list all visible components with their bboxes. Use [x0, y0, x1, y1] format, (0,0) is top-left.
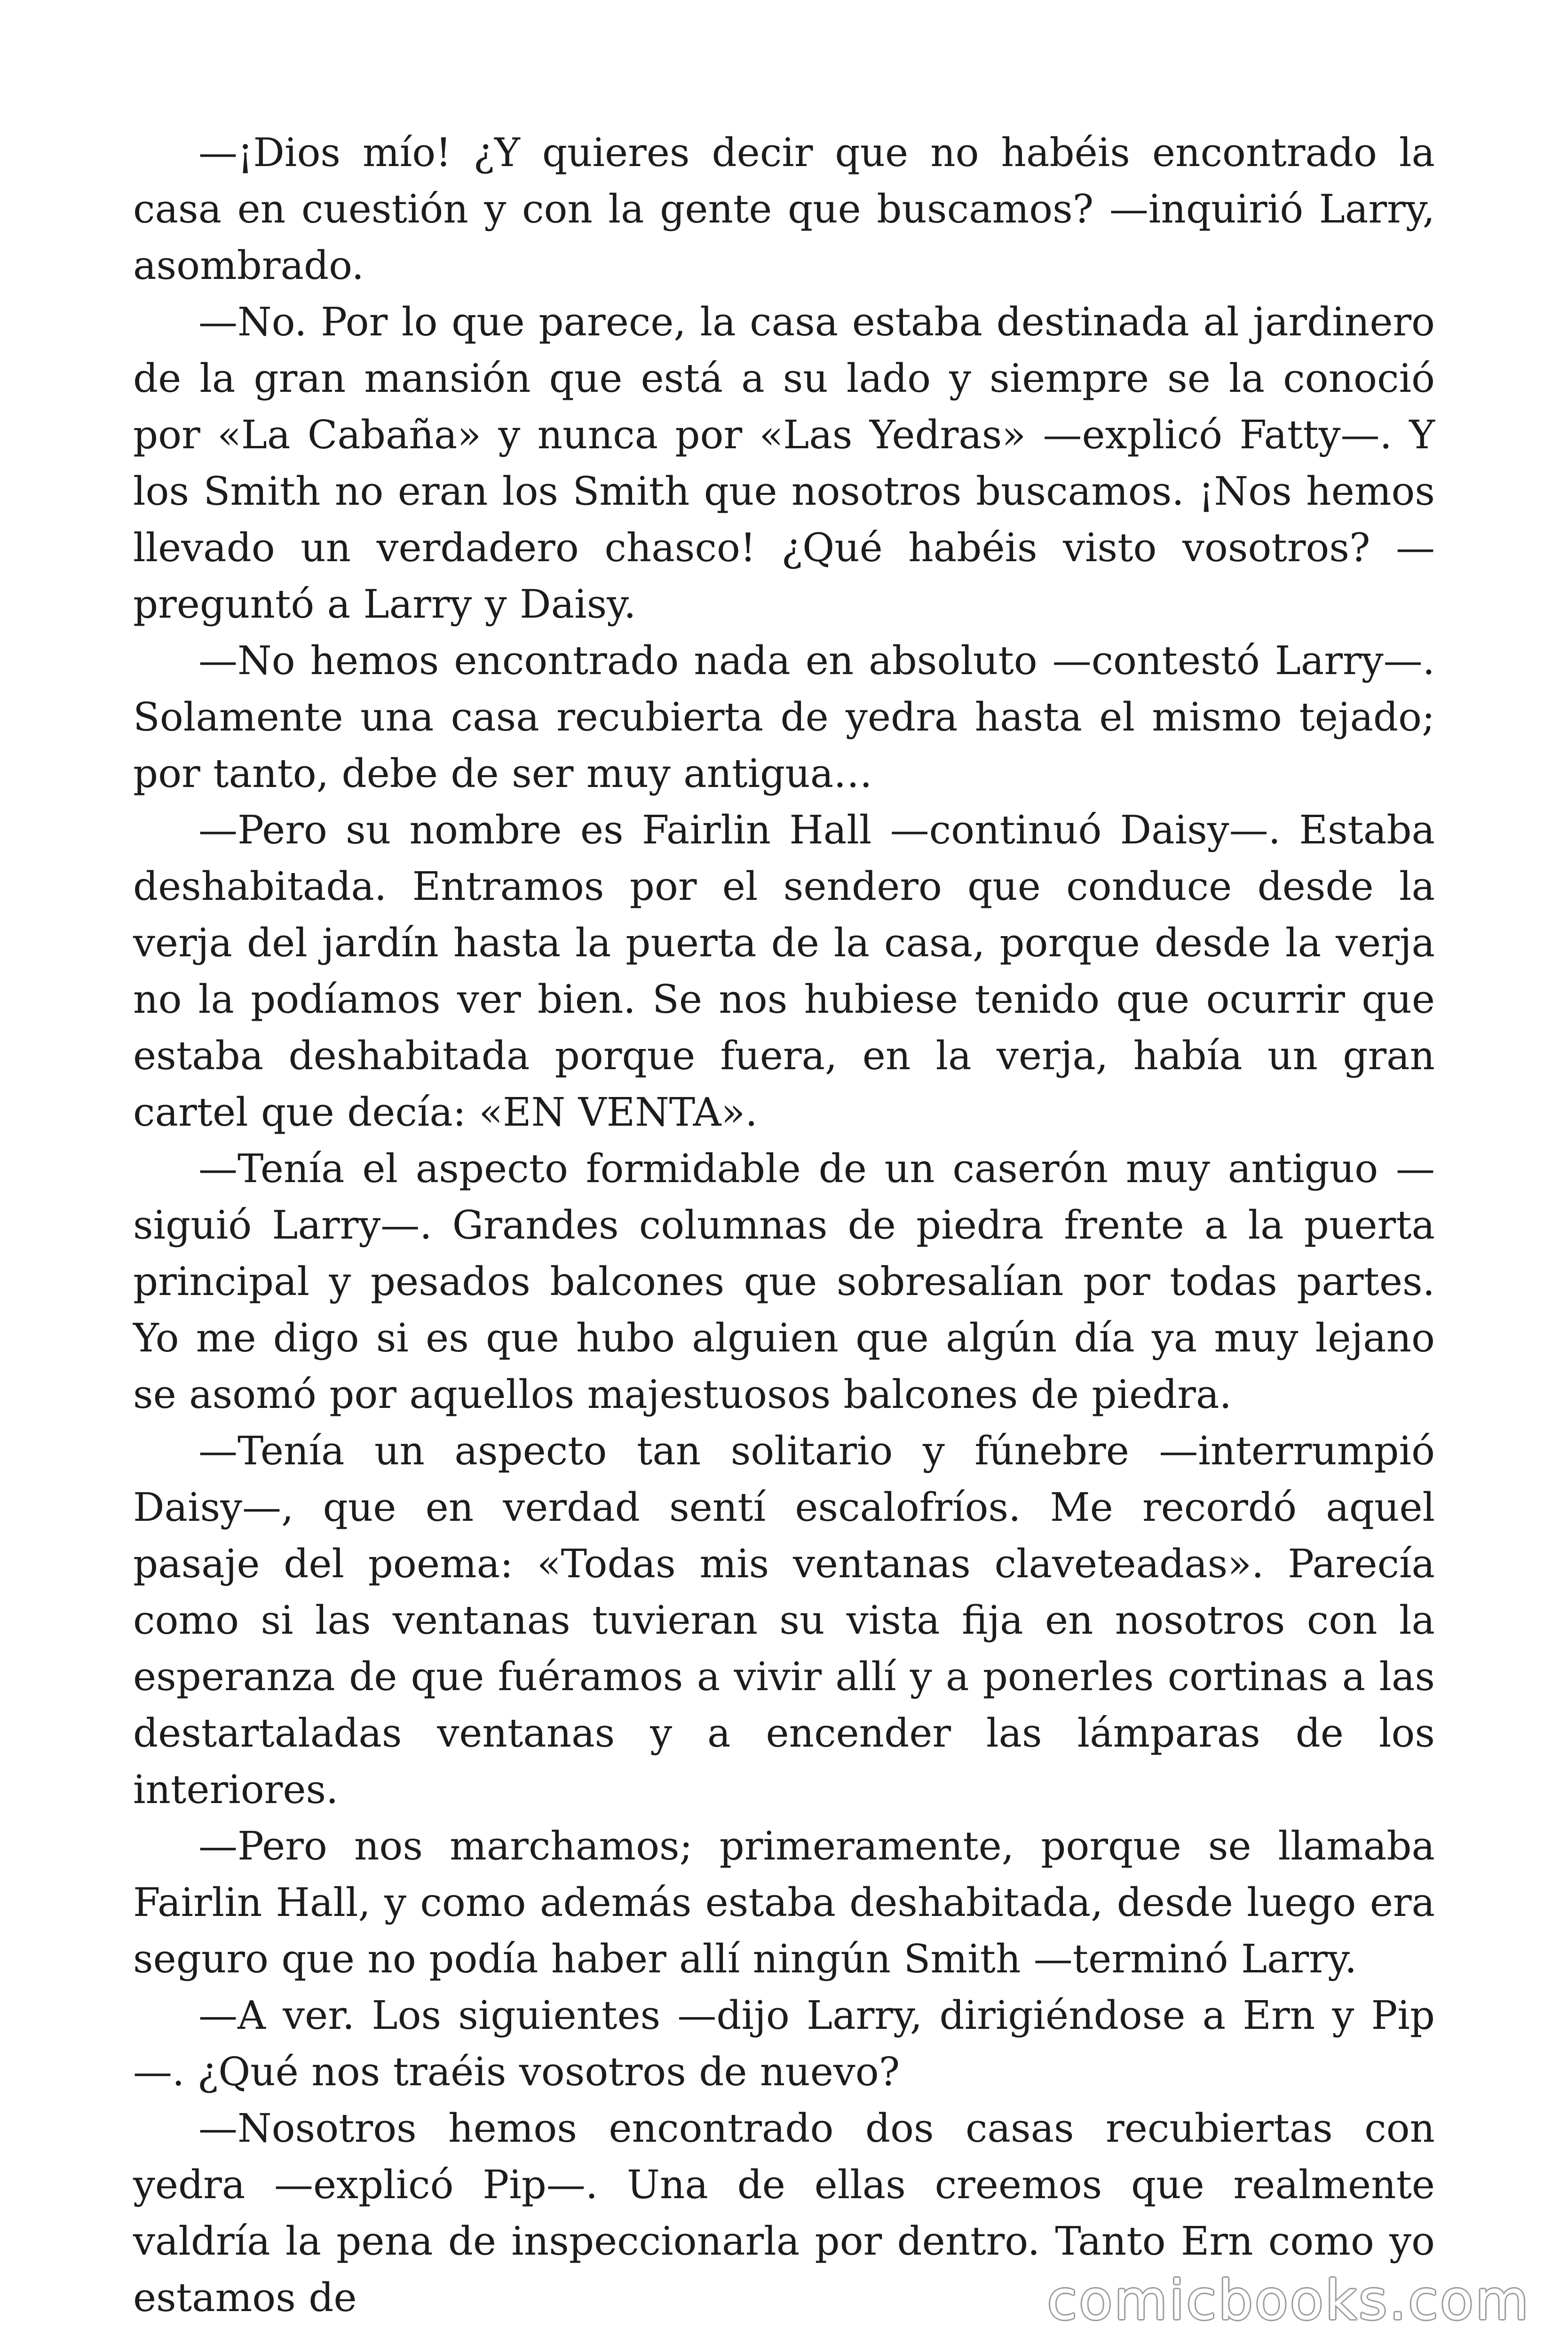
- paragraph-3: —No hemos encontrado nada en absoluto —contestó Larry—. Solamente una casa recubierta de yedra hasta el mismo tejado; por tanto, debe de ser muy antigua…: [133, 638, 1435, 796]
- paragraph-1: —¡Dios mío! ¿Y quieres decir que no habéis encontrado la casa en cuestión y con la gente que buscamos? —inquirió Larry, asombrado.: [133, 130, 1435, 288]
- watermark: comicbooks.com: [1047, 2269, 1530, 2332]
- paragraph-9: —Nosotros hemos encontrado dos casas recubiertas con yedra —explicó Pip—. Una de ellas creemos que realmente valdría la pena de inspeccionarla por dentro. Tanto Ern como yo estamos de: [133, 2106, 1435, 2320]
- page-body: [133, 125, 1435, 2326]
- paragraph-7: —Pero nos marchamos; primeramente, porque se llamaba Fairlin Hall, y como además estaba deshabitada, desde luego era seguro que no podía haber allí ningún Smith —terminó Larry.: [133, 1823, 1435, 1982]
- paragraph-8: —A ver. Los siguientes —dijo Larry, dirigiéndose a Ern y Pip—. ¿Qué nos traéis vosotros de nuevo?: [133, 1993, 1435, 2095]
- paragraph-5: —Tenía el aspecto formidable de un caserón muy antiguo —siguió Larry—. Grandes columnas de piedra frente a la puerta principal y pesados balcones que sobresalían por todas partes. Yo me digo si es que hubo alguien que algún día ya muy lejano se asomó por aquellos majestuosos balcones de piedra.: [133, 1146, 1435, 1417]
- paragraph-4: —Pero su nombre es Fairlin Hall —continuó Daisy—. Estaba deshabitada. Entramos por el sendero que conduce desde la verja del jardín hasta la puerta de la casa, porque desde la verja no la podíamos ver bien. Se nos hubiese tenido que ocurrir que estaba deshabitada porque fuera, en la verja, había un gran cartel que decía: «EN VENTA».: [133, 807, 1435, 1135]
- paragraph-2: —No. Por lo que parece, la casa estaba destinada al jardinero de la gran mansión que está a su lado y siempre se la conoció por «La Cabaña» y nunca por «Las Yedras» —explicó Fatty—. Y los Smith no eran los Smith que nosotros buscamos. ¡Nos hemos llevado un verdadero chasco! ¿Qué habéis visto vosotros? —preguntó a Larry y Daisy.: [133, 299, 1435, 627]
- paragraph-6: —Tenía un aspecto tan solitario y fúnebre —interrumpió Daisy—, que en verdad sentí escalofríos. Me recordó aquel pasaje del poema: «Todas mis ventanas claveteadas». Parecía como si las ventanas tuvieran su vista fija en nosotros con la esperanza de que fuéramos a vivir allí y a ponerles cortinas a las destartaladas ventanas y a encender las lámparas de los interiores.: [133, 1428, 1435, 1812]
